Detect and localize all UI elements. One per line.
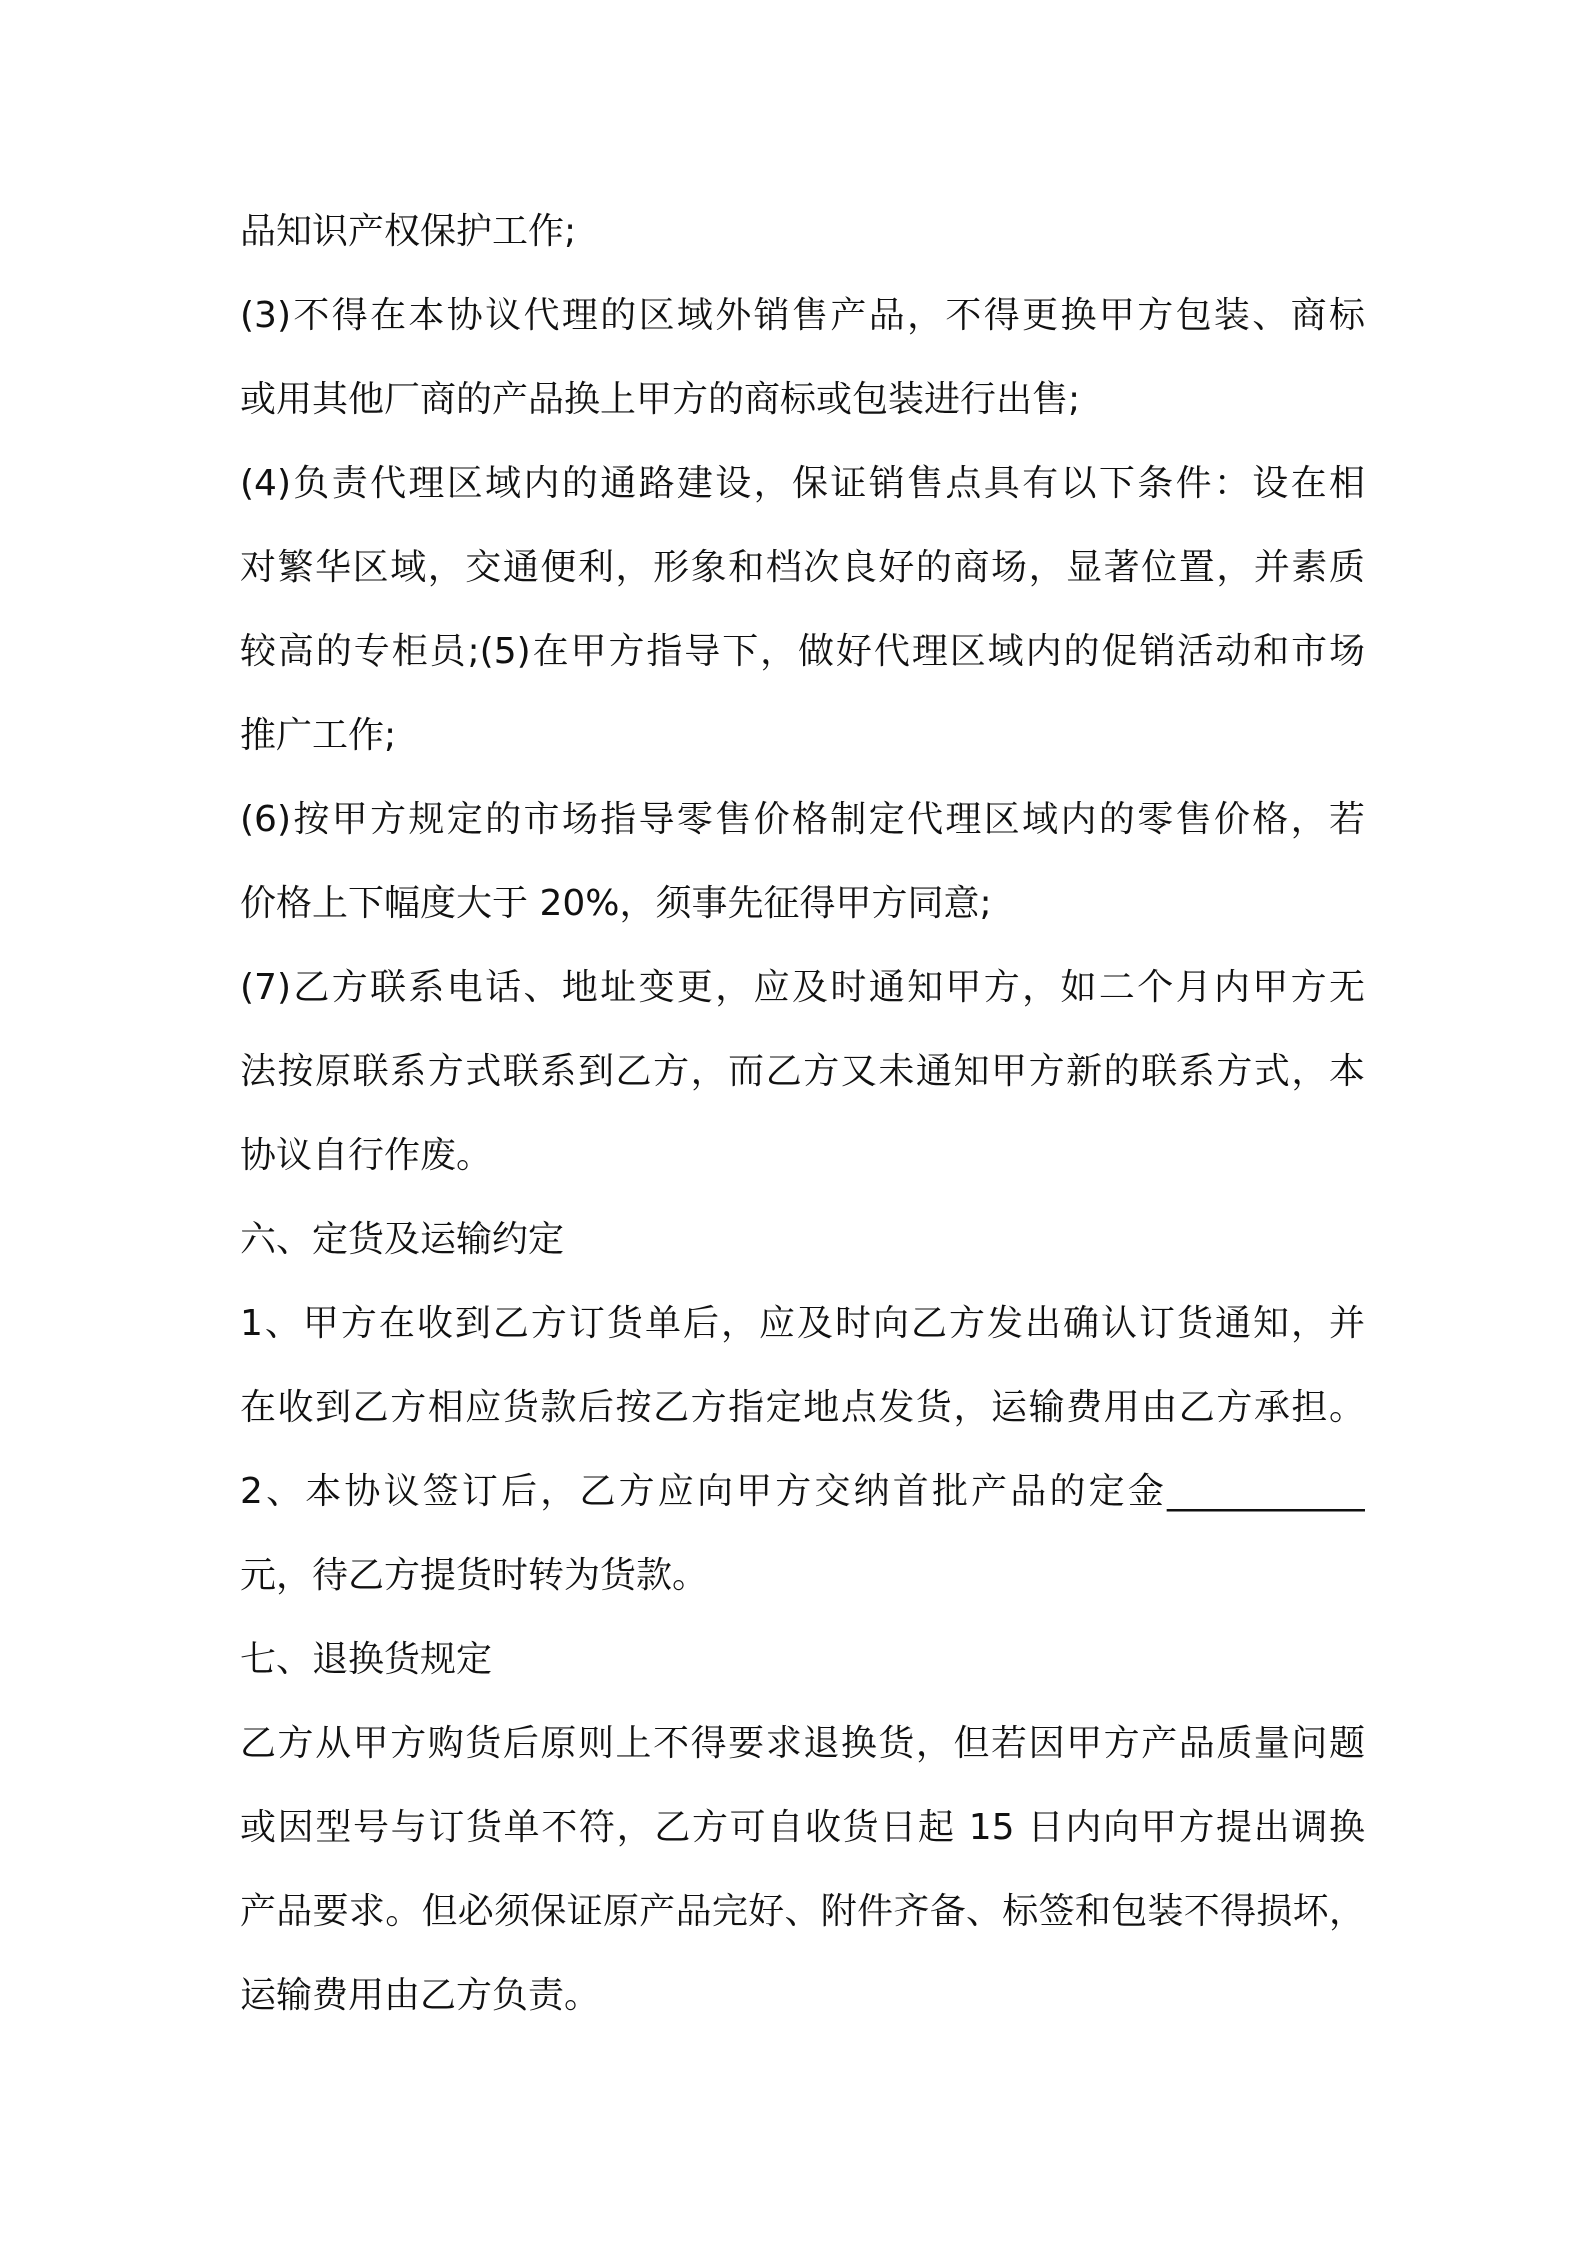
text-line: 品知识产权保护工作; xyxy=(240,211,577,252)
text-line: 产品要求。但必须保证原产品完好、附件齐备、标签和包装不得损坏， xyxy=(240,1891,1365,1932)
document-body xyxy=(240,190,1365,2038)
text-line: 法按原联系方式联系到乙方，而乙方又未通知甲方新的联系方式，本 xyxy=(240,1051,1365,1092)
text-line: 元，待乙方提货时转为货款。 xyxy=(240,1555,709,1596)
text-line: 2、本协议签订后，乙方应向甲方交纳首批产品的定金___________ xyxy=(240,1471,1365,1512)
section-heading: 六、定货及运输约定 xyxy=(240,1219,565,1260)
text-line: 对繁华区域，交通便利，形象和档次良好的商场，显著位置，并素质 xyxy=(240,547,1365,588)
text-line: 价格上下幅度大于 20%，须事先征得甲方同意; xyxy=(240,883,992,924)
text-line: 或因型号与订货单不符，乙方可自收货日起 15 日内向甲方提出调换 xyxy=(240,1807,1365,1848)
text-line: 协议自行作废。 xyxy=(240,1135,493,1176)
text-line: 乙方从甲方购货后原则上不得要求退换货，但若因甲方产品质量问题 xyxy=(240,1723,1365,1764)
text-line: 1、甲方在收到乙方订货单后，应及时向乙方发出确认订货通知，并 xyxy=(240,1303,1365,1344)
text-line: 较高的专柜员;(5)在甲方指导下，做好代理区域内的促销活动和市场 xyxy=(240,631,1365,672)
text-line: (6)按甲方规定的市场指导零售价格制定代理区域内的零售价格，若 xyxy=(240,799,1365,840)
text-line: (3)不得在本协议代理的区域外销售产品，不得更换甲方包装、商标 xyxy=(240,295,1365,336)
text-line: 或用其他厂商的产品换上甲方的商标或包装进行出售; xyxy=(240,379,1081,420)
text-line: (4)负责代理区域内的通路建设，保证销售点具有以下条件：设在相 xyxy=(240,463,1365,504)
text-line: 推广工作; xyxy=(240,715,397,756)
text-line: 运输费用由乙方负责。 xyxy=(240,1975,601,2016)
text-line: (7)乙方联系电话、地址变更，应及时通知甲方，如二个月内甲方无 xyxy=(240,967,1365,1008)
text-line: 在收到乙方相应货款后按乙方指定地点发货，运输费用由乙方承担。 xyxy=(240,1387,1365,1428)
section-heading: 七、退换货规定 xyxy=(240,1639,493,1680)
